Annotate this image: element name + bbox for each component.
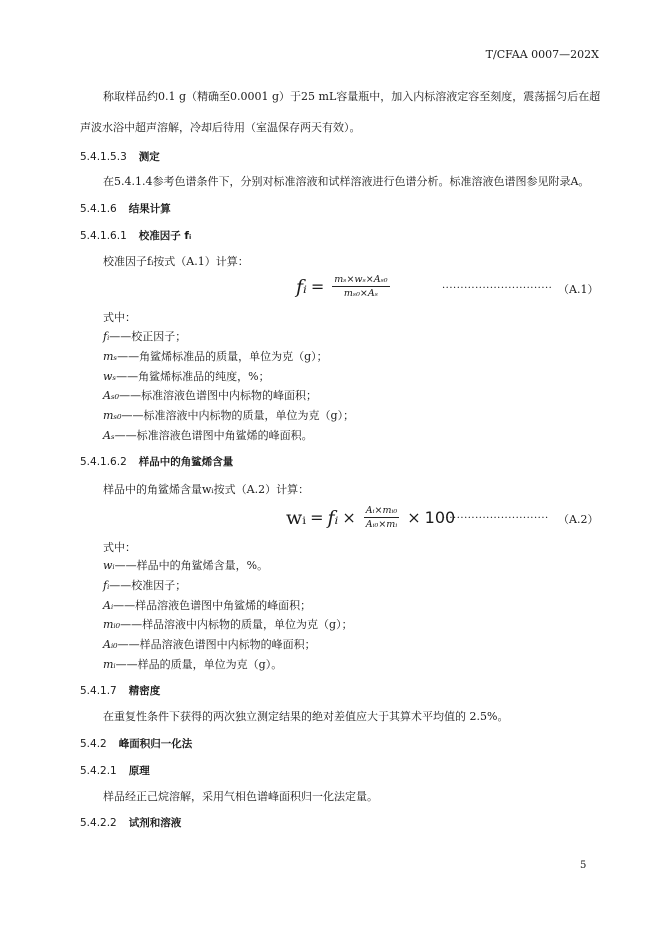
heading-5-4-1-6 xyxy=(80,202,171,216)
where-label: 式中： xyxy=(103,311,136,324)
variable-symbol: mᵢ xyxy=(103,658,116,671)
variable-definition xyxy=(103,409,354,423)
variable-description: ——标准溶液色谱图中角鲨烯的峰面积。 xyxy=(114,429,313,442)
formula-a1-leader: ······························ xyxy=(442,283,553,294)
formula-eq: = xyxy=(310,508,324,527)
variable-description: ——样品中的角鲨烯含量，%。 xyxy=(114,559,269,572)
heading-number: 5.4.2.1 xyxy=(80,765,117,777)
variable-definition xyxy=(103,559,268,573)
heading-5-4-2-2 xyxy=(80,816,181,830)
formula-a2-leader: ····························· xyxy=(442,513,549,524)
heading-title: 测定 xyxy=(138,151,160,163)
variable-symbol: fᵢ xyxy=(103,330,110,343)
heading-title: 精密度 xyxy=(128,685,161,697)
formula-lhs: fᵢ xyxy=(296,275,307,298)
variable-description: ——角鲨烯标准品的纯度，%； xyxy=(116,369,270,383)
formula-lhs: wᵢ xyxy=(286,506,307,529)
variable-description: ——样品溶液色谱图中角鲨烯的峰面积； xyxy=(113,598,312,612)
heading-number: 5.4.1.6 xyxy=(80,203,117,215)
formula-times: × xyxy=(342,508,356,527)
variable-symbol: mₛ₀ xyxy=(103,409,122,423)
variable-definition xyxy=(103,658,282,672)
formula-eq: = xyxy=(310,277,325,296)
heading-title: 试剂和溶液 xyxy=(128,817,182,829)
heading-5-4-1-7 xyxy=(80,684,160,698)
formula-a1-label: （A.1） xyxy=(558,283,599,296)
heading-number: 5.4.2.2 xyxy=(80,817,117,829)
variable-definition xyxy=(103,370,270,384)
heading-5-4-2 xyxy=(80,737,192,751)
prep-paragraph-line2: 声波水浴中超声溶解，冷却后待用（室温保存两天有效）。 xyxy=(80,121,361,134)
variable-symbol: Aₛ₀ xyxy=(103,389,120,403)
heading-title: 峰面积归一化法 xyxy=(118,738,193,750)
variable-description: ——样品的质量，单位为克（g）。 xyxy=(115,658,283,671)
heading-title: 样品中的角鲨烯含量 xyxy=(138,456,234,468)
variable-definition xyxy=(103,350,328,364)
variable-definition xyxy=(103,389,317,403)
formula-a1-intro: 校准因子fᵢ按式（A.1）计算： xyxy=(103,255,249,268)
principle-text: 样品经正己烷溶解，采用气相色谱峰面积归一化法定量。 xyxy=(103,790,378,803)
variable-definition xyxy=(103,429,313,443)
formula-numerator: Aᵢ×mᵢ₀ xyxy=(365,505,398,516)
variable-symbol: mₛ xyxy=(103,349,118,363)
variable-symbol: Aₛ xyxy=(103,429,115,442)
formula-a1 xyxy=(296,274,394,299)
variable-symbol: wₛ xyxy=(103,369,117,383)
formula-denominator: mₛ₀×Aₛ xyxy=(343,288,378,299)
variable-definition xyxy=(103,330,186,344)
variable-definition xyxy=(103,579,186,593)
variable-symbol: mᵢ₀ xyxy=(103,618,121,632)
formula-constant: 100 xyxy=(424,508,456,527)
measurement-text: 在5.4.1.4参考色谱条件下，分别对标准溶液和试样溶液进行色谱分析。标准溶液色谱图参见附录A。 xyxy=(103,175,590,188)
document-id: T/CFAA 0007—202X xyxy=(485,48,599,61)
formula-f: fᵢ xyxy=(327,506,339,529)
variable-definition xyxy=(103,618,353,632)
variable-symbol: fᵢ xyxy=(103,578,110,592)
page-number: 5 xyxy=(580,860,587,871)
heading-title: 校准因子 fᵢ xyxy=(138,230,192,242)
heading-5-4-2-1 xyxy=(80,764,150,778)
variable-symbol: wᵢ xyxy=(103,559,115,572)
heading-title: 原理 xyxy=(128,765,150,777)
heading-number: 5.4.1.5.3 xyxy=(80,151,127,163)
heading-title: 结果计算 xyxy=(128,203,171,215)
heading-number: 5.4.2 xyxy=(80,738,107,750)
heading-5-4-1-5-3 xyxy=(80,150,160,164)
variable-description: ——角鲨烯标准品的质量，单位为克（g）； xyxy=(117,349,328,363)
variable-description: ——样品溶液中内标物的质量，单位为克（g）； xyxy=(120,618,353,632)
formula-numerator: mₛ×wₛ×Aₛ₀ xyxy=(334,274,388,285)
heading-number: 5.4.1.6.2 xyxy=(80,456,127,468)
formula-denominator: Aᵢ₀×mᵢ xyxy=(365,519,398,530)
where-label: 式中： xyxy=(103,541,136,554)
formula-a2-label: （A.2） xyxy=(558,513,599,526)
formula-a2 xyxy=(286,505,455,530)
variable-description: ——校准因子； xyxy=(109,578,187,592)
heading-number: 5.4.1.7 xyxy=(80,685,117,697)
heading-5-4-1-6-1 xyxy=(80,229,191,243)
heading-number: 5.4.1.6.1 xyxy=(80,230,127,242)
variable-definition xyxy=(103,638,316,652)
precision-text: 在重复性条件下获得的两次独立测定结果的绝对差值应大于其算术平均值的 2.5%。 xyxy=(103,710,509,723)
variable-description: ——标准溶液中内标物的质量，单位为克（g）； xyxy=(121,409,355,423)
prep-paragraph-line1: 称取样品约0.1 g（精确至0.0001 g）于25 mL容量瓶中，加入内标溶液定容至刻度，震荡摇匀后在超 xyxy=(103,90,601,103)
heading-5-4-1-6-2 xyxy=(80,455,233,469)
variable-symbol: Aᵢ xyxy=(103,598,114,612)
variable-symbol: Aᵢ₀ xyxy=(103,638,118,652)
variable-definition xyxy=(103,599,311,613)
variable-description: ——样品溶液色谱图中内标物的峰面积； xyxy=(117,638,316,652)
variable-description: ——标准溶液色谱图中内标物的峰面积； xyxy=(119,389,318,403)
variable-description: ——校正因子； xyxy=(109,330,187,343)
formula-times: × xyxy=(407,508,421,527)
formula-a2-intro: 样品中的角鲨烯含量wᵢ按式（A.2）计算： xyxy=(103,483,310,496)
